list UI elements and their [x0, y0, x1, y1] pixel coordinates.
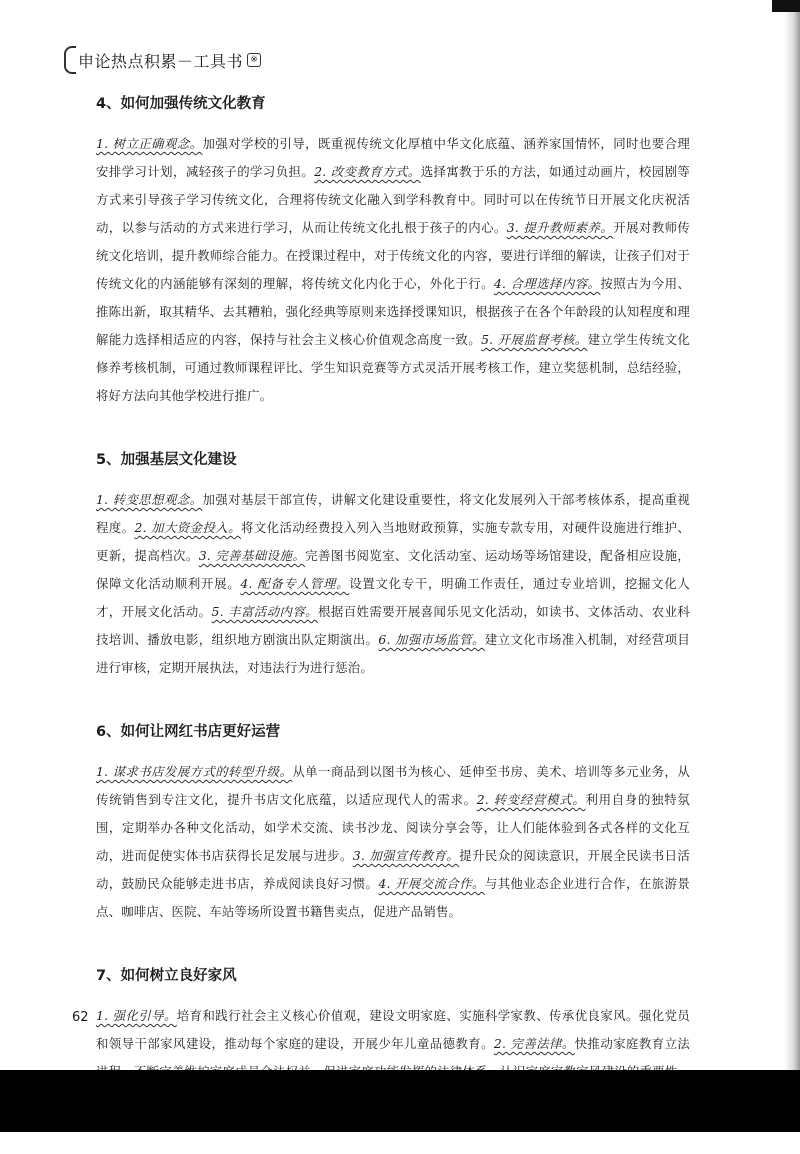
header-bracket	[64, 46, 76, 74]
body-text: 选择寓教于乐的方法，如通过动画片，校园剧等方式来引导孩子学习传统文化，合理将传统文化融入到学科教育中。同时可以在传统节日开展文化庆祝活动，以参与活动的方式来进行学习，从而让传统文化扎根于孩子的内心。	[96, 164, 691, 235]
body-text: 将文化活动经费投入列入当地财政预算，实施专款专用，对硬件设施进行维护、更新，提高档次。	[96, 520, 691, 563]
body-text: 快推动家庭教育立法	[574, 1036, 690, 1051]
section-4	[96, 94, 690, 410]
key-point: 2. 完善法律。	[493, 1036, 575, 1051]
header-title: 申论热点积累－工具书	[78, 51, 244, 71]
body-text: 根据百姓需要开展喜闻乐见文化活动，如读书、文体活动、农业科技培训、播放电影，组织地方剧演出队定期演出。	[96, 604, 690, 647]
key-point: 4. 开展交流合作。	[378, 876, 485, 891]
body-text: 提升民众的阅读意识，开展全民读书日活动，鼓励民众能够走进书店，养成阅读良好习惯。	[96, 848, 691, 891]
body-text: 建立文化市场准入机制，对经营项目进行审核，定期开展执法，对违法行为进行惩治。	[96, 632, 691, 675]
section-paragraph	[96, 486, 690, 682]
page-number: 62	[72, 1010, 89, 1025]
section-title: 7、如何树立良好家风	[96, 968, 237, 984]
key-point: 2. 转变经营模式。	[476, 792, 586, 807]
section-paragraph	[96, 130, 690, 410]
section-6	[96, 722, 690, 926]
body-text: 加强对基层干部宣传，讲解文化建设重要性，将文化发展列入干部考核体系，提高重视程度。	[96, 492, 690, 535]
body-text: 完善图书阅览室、文化活动室、运动场等场馆建设，配备相应设施，保障文化活动顺利开展。	[96, 548, 691, 591]
scan-bottom-border	[0, 1070, 800, 1132]
key-point: 1. 强化引导。	[96, 1008, 177, 1023]
key-point: 4. 配备专人管理。	[240, 576, 350, 591]
key-point: 2. 改变教育方式。	[314, 164, 421, 179]
section-title: 4、如何加强传统文化教育	[96, 96, 266, 112]
key-point: 4. 合理选择内容。	[493, 276, 601, 291]
key-point: 1. 转变思想观念。	[96, 492, 203, 507]
running-header	[64, 46, 261, 74]
body-text: 按照古为今用、推陈出新，取其精华、去其糟粕，强化经典等原则来选择授课知识，根据孩子在各个年龄段的认知程度和理解能力选择相适应的内容，保持与社会主义核心价值观念高度一致。	[96, 276, 690, 347]
section-title: 6、如何让网红书店更好运营	[96, 724, 281, 740]
key-point: 2. 加大资金投入。	[134, 520, 241, 535]
page-content	[96, 94, 690, 1154]
section-paragraph	[96, 758, 690, 926]
key-point: 1. 谋求书店发展方式的转型升级。	[96, 764, 293, 779]
body-text: 与其他业态企业进行合作，在旅游景点、咖啡店、医院、车站等场所设置书籍售卖点，促进产品销售。	[96, 876, 691, 919]
section-5	[96, 450, 690, 682]
key-point: 5. 开展监督考核。	[481, 332, 588, 347]
body-text: 设置文化专干，明确工作责任，通过专业培训，挖掘文化人才，开展文化活动。	[96, 576, 691, 619]
key-point: 1. 树立正确观念。	[96, 136, 203, 151]
body-text: 加强对学校的引导，既重视传统文化厚植中华文化底蕴、涵养家国情怀，同时也要合理安排学习计划，减轻孩子的学习负担。	[96, 136, 690, 179]
key-point: 5. 丰富活动内容。	[211, 604, 318, 619]
section-title: 5、加强基层文化建设	[96, 452, 237, 468]
body-text: 建立学生传统文化修养考核机制，可通过教师课程评比、学生知识竞赛等方式灵活开展考核工作，建立奖惩机制，总结经验，将好方法向其他学校进行推广。	[96, 332, 691, 403]
key-point: 3. 提升教师素养。	[506, 220, 614, 235]
body-text: 利用自身的独特氛围，定期举办各种文化活动，如学术交流、读书沙龙、阅读分享会等，让人们能体验到各式各样的文化互动，进而促使实体书店获得长足发展与进步。	[96, 792, 690, 863]
key-point: 6. 加强市场监管。	[378, 632, 485, 647]
scan-edge-shadow	[784, 0, 800, 1070]
body-text: 培育和践行社会主义核心价值观，建设文明家庭、实施科学家教、传承优良家风。强化党员和领导干部家风建设，推动每个家庭的建设，开展少年儿童品德教育。	[96, 1008, 690, 1051]
key-point: 3. 完善基础设施。	[198, 548, 306, 563]
body-text: 从单一商品到以图书为核心、延伸至书房、美术、培训等多元业务，从传统销售到专注文化，提升书店文化底蕴，以适应现代人的需求。	[96, 764, 690, 807]
scan-corner-mark	[772, 0, 800, 12]
bookmark-icon: ※	[247, 53, 261, 67]
key-point: 3. 加强宣传教育。	[352, 848, 460, 863]
body-text: 开展对教师传统文化培训，提升教师综合能力。在授课过程中，对于传统文化的内容，要进行详细的解读，让孩子们对于传统文化的内涵能够有深刻的理解，将传统文化内化于心，外化于行。	[96, 220, 691, 291]
